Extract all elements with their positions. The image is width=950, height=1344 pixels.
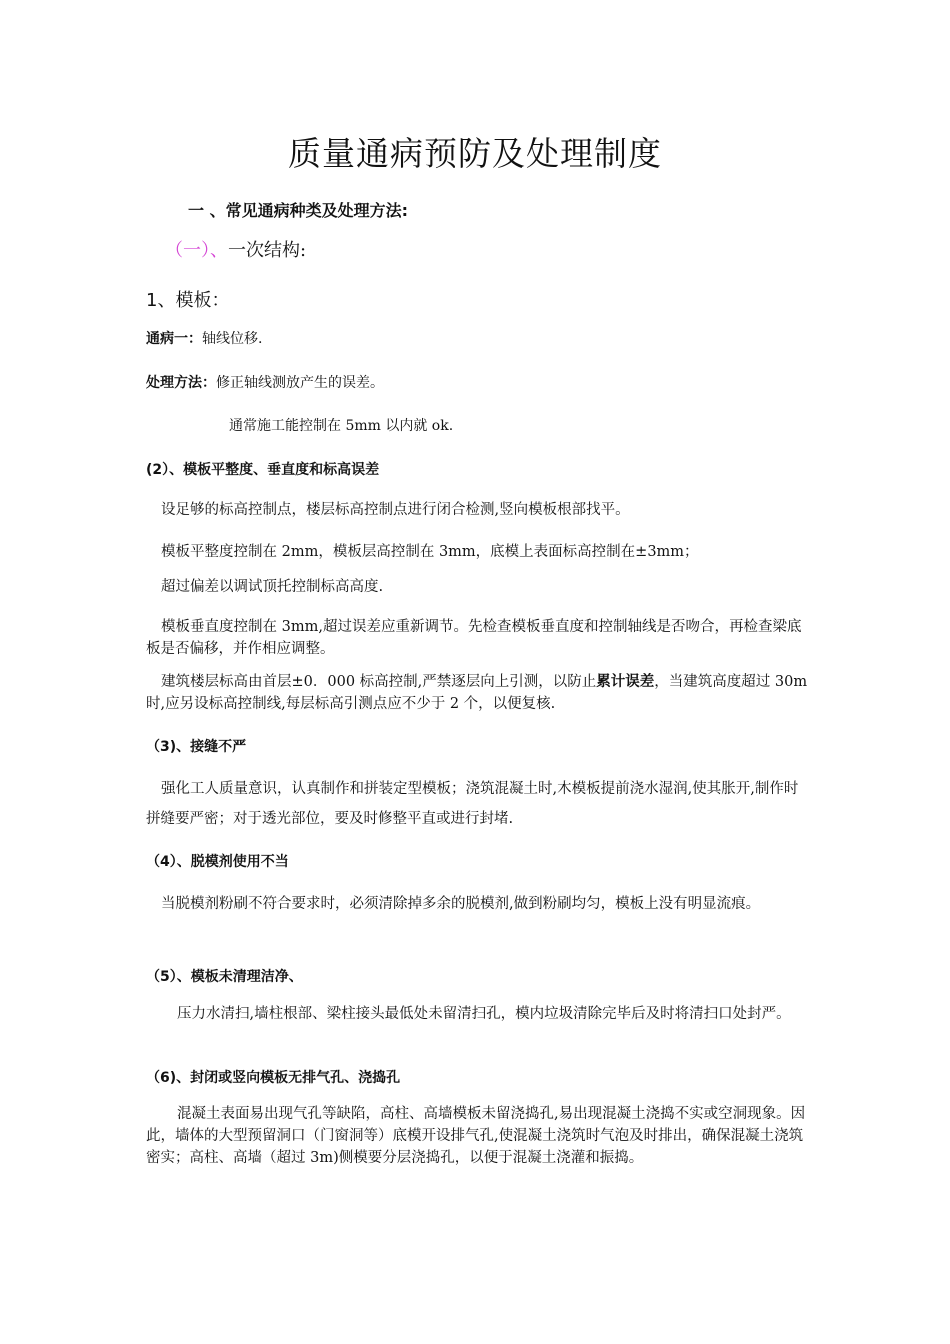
item-heading-1 bbox=[146, 286, 229, 312]
defect-1-line bbox=[146, 328, 262, 348]
paragraph-2d: 模板垂直度控制在 3mm,超过误差应重新调节。先检查模板垂直度和控制轴线是否吻合，再检查梁底板是否偏移，并作相应调整。 bbox=[146, 619, 802, 657]
subheading-6: （6)、封闭或竖向模板无排气孔、浇捣孔 bbox=[146, 1070, 401, 1086]
method-line bbox=[146, 372, 384, 392]
subheading-2: (2）、模板平整度、垂直度和标高误差 bbox=[146, 462, 380, 478]
paragraph-2e-start: 建筑楼层标高由首层±0．000 标高控制,严禁逐层向上引测，以防止 bbox=[161, 674, 597, 690]
defect-1-text: 轴线位移. bbox=[202, 331, 263, 347]
subsection-text: 一次结构: bbox=[228, 240, 307, 261]
subsection-prefix: （一）、 bbox=[165, 240, 228, 261]
paragraph-3: 强化工人质量意识，认真制作和拼装定型模板；浇筑混凝土时,木模板提前浇水湿润,使其胀开,制作时拼缝要严密；对于透光部位，要及时修整平直或进行封堵. bbox=[146, 781, 799, 827]
subheading-4: （4）、脱模剂使用不当 bbox=[146, 854, 289, 870]
subheading-5: （5）、模板未清理洁净、 bbox=[146, 969, 303, 985]
page-title: 质量通病预防及处理制度 bbox=[288, 134, 662, 173]
section-heading-1: 一 、常见通病种类及处理方法: bbox=[188, 201, 408, 220]
method-text: 修正轴线测放产生的误差。 bbox=[216, 375, 384, 391]
paragraph-2b: 模板平整度控制在 2mm，模板层高控制在 3mm，底模上表面标高控制在±3mm； bbox=[161, 544, 699, 560]
paragraph-6: 混凝土表面易出现气孔等缺陷，高柱、高墙模板未留浇捣孔,易出现混凝土浇捣不实或空洞现象。因此，墙体的大型预留洞口（门窗洞等）底模开设排气孔,使混凝土浇筑时气泡及时排出，确保混凝土浇筑密实；高柱、高墙（超过 3m)侧模要分层浇捣孔，以便于混凝土浇灌和振捣。 bbox=[146, 1106, 806, 1166]
paragraph-2a: 设足够的标高控制点，楼层标高控制点进行闭合检测,竖向模板根部找平。 bbox=[161, 502, 630, 518]
paragraph-4: 当脱模剂粉刷不符合要求时，必须清除掉多余的脱模剂,做到粉刷均匀，模板上没有明显流痕。 bbox=[161, 896, 761, 912]
subheading-3: （3)、接缝不严 bbox=[146, 739, 247, 755]
subsection-heading bbox=[165, 236, 306, 262]
paragraph-2e-emphasis: 累计误差 bbox=[596, 674, 655, 690]
item-text: 模板： bbox=[175, 290, 230, 311]
paragraph-2e bbox=[146, 671, 808, 715]
paragraph-5: 压力水清扫,墙柱根部、梁柱接头最低处未留清扫孔，模内垃圾清除完毕后及时将清扫口处封严。 bbox=[177, 1006, 791, 1022]
item-number: 1、 bbox=[146, 290, 176, 311]
method-label: 处理方法： bbox=[146, 375, 216, 391]
paragraph-2c: 超过偏差以调试顶托控制标高高度. bbox=[161, 579, 384, 595]
paragraph-2e-end: ，当建筑高度超过 30m 时,应另设标高控制线,每层标高引测点应不少于 2 个，以便复核. bbox=[146, 674, 808, 712]
method-note: 通常施工能控制在 5mm 以内就 ok. bbox=[229, 418, 454, 434]
defect-1-label: 通病一： bbox=[146, 331, 202, 347]
